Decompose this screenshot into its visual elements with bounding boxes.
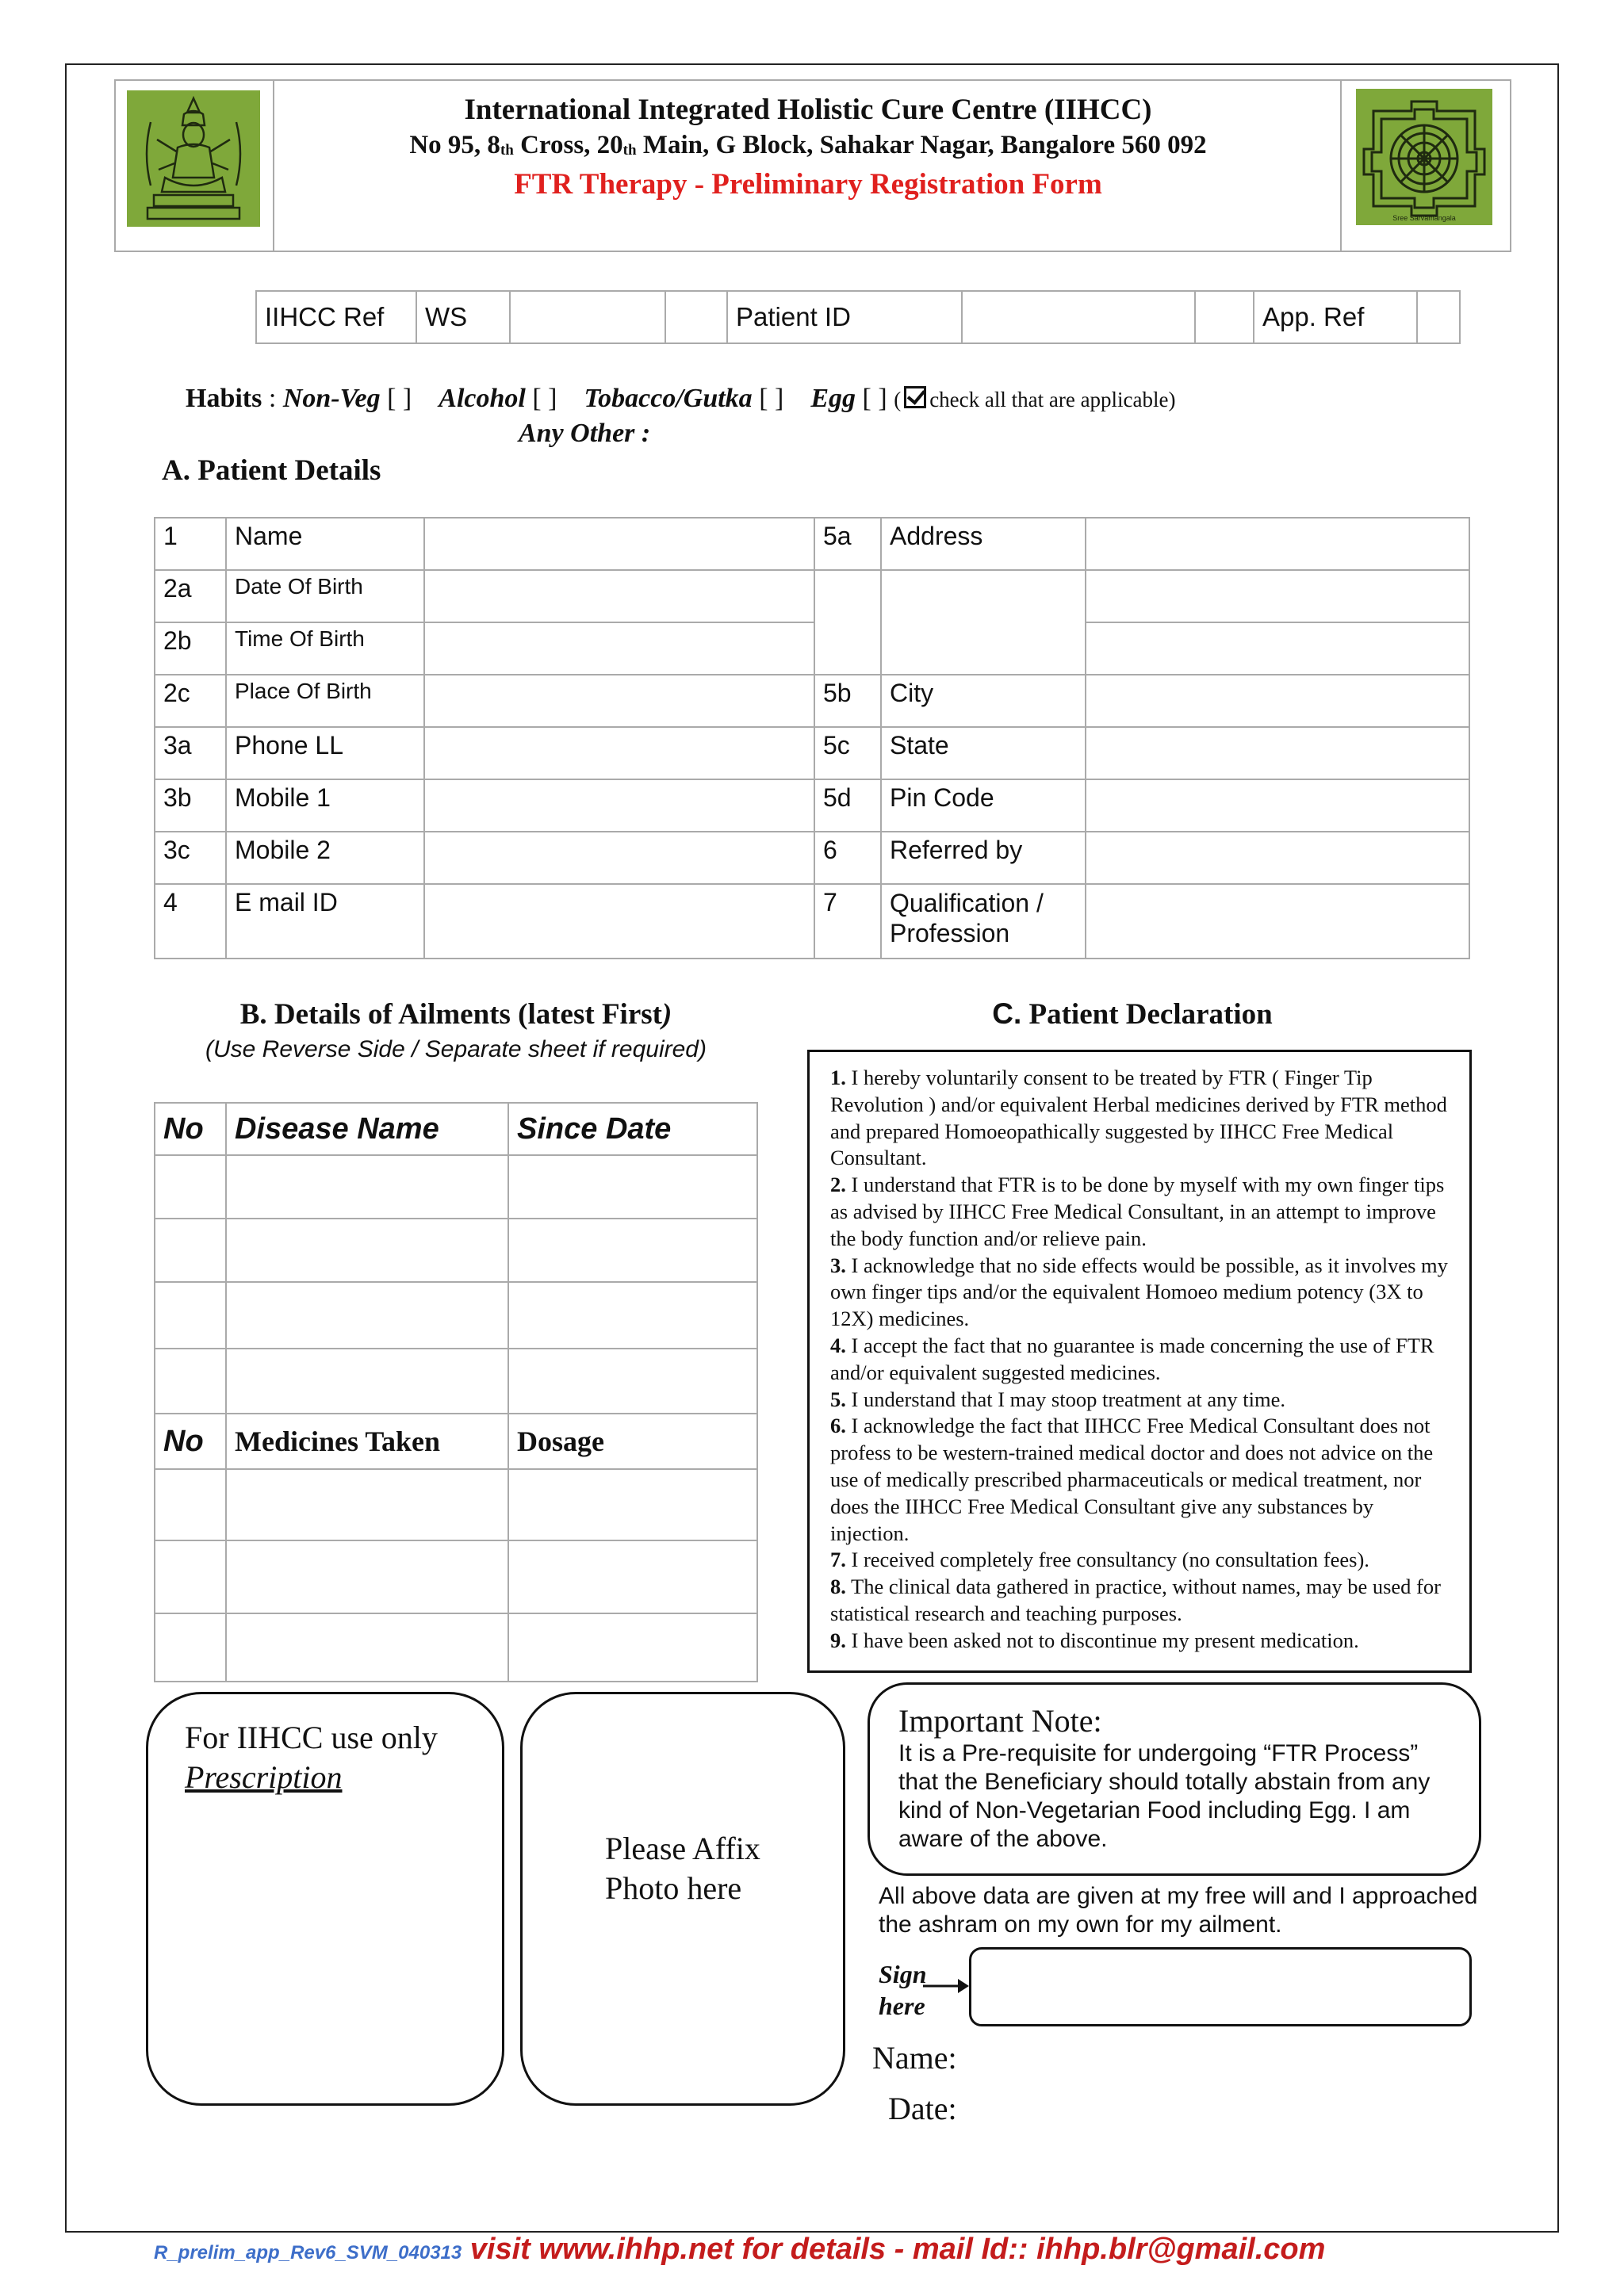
col-no: No [155, 1103, 226, 1155]
row-number: 3c [155, 832, 226, 884]
field-label: Place Of Birth [226, 675, 424, 727]
field-label: State [881, 727, 1086, 779]
row-number: 5a [814, 518, 881, 570]
address-part: Cross, 20 [513, 131, 623, 159]
section-c-title-text: Patient Declaration [1021, 998, 1273, 1031]
row-number: 7 [814, 884, 881, 959]
iihcc-use-text [185, 1718, 438, 1797]
declaration-item [830, 1413, 1454, 1547]
note-title: Important Note: [898, 1703, 1102, 1739]
reference-table [255, 290, 1461, 344]
any-other-label: Any Other : [519, 419, 651, 448]
ailment-cell[interactable] [155, 1219, 226, 1282]
patient-id-label: Patient ID [727, 291, 962, 343]
item-text: I accept the fact that no guarantee is made concerning the use of FTR and/or equivalent suggested medicines. [830, 1333, 1434, 1384]
yantra-logo [1356, 89, 1492, 225]
profession-label: Profession [890, 919, 1010, 947]
referred-by-input[interactable] [1086, 832, 1469, 884]
section-b-title-paren: ) [661, 998, 672, 1031]
declaration-item [830, 1387, 1454, 1414]
row-number: 6 [814, 832, 881, 884]
iihcc-use-box[interactable] [146, 1692, 504, 2106]
ailment-cell[interactable] [226, 1349, 508, 1414]
item-text: I have been asked not to discontinue my present medication. [845, 1628, 1359, 1652]
tob-input[interactable] [424, 622, 814, 675]
address-sup: th [500, 142, 514, 159]
row-number: 1 [155, 518, 226, 570]
photo-line-2: Photo here [605, 1870, 742, 1906]
item-text: I hereby voluntarily consent to be treated by FTR ( Finger Tip Revolution ) and/or equivalent Herbal medicines derived by FTR method and prepared Homoeopathically suggested by IIHCC Free Medical Consultant. [830, 1066, 1447, 1170]
section-b-title-text: B. Details of Ailments (latest First [239, 998, 662, 1031]
declaration-item [830, 1574, 1454, 1628]
medicine-cell[interactable] [155, 1540, 226, 1613]
signature-field[interactable] [969, 1947, 1472, 2026]
section-b-title [154, 997, 758, 1031]
col-no-2: No [155, 1414, 226, 1469]
item-number: 3. [830, 1253, 846, 1277]
habit-egg-label: Egg [810, 384, 856, 413]
pob-input[interactable] [424, 675, 814, 727]
section-b-heading [154, 997, 758, 1063]
medicine-cell[interactable] [226, 1540, 508, 1613]
field-label: Phone LL [226, 727, 424, 779]
col-disease-name: Disease Name [226, 1103, 508, 1155]
org-address [274, 128, 1342, 166]
app-ref-field[interactable] [1417, 291, 1460, 343]
medicine-cell[interactable] [155, 1469, 226, 1540]
item-number: 4. [830, 1333, 846, 1357]
item-number: 2. [830, 1173, 846, 1197]
footer-contact: visit www.ihhp.net for details - mail Id:: ihhp.blr@gmail.com [462, 2233, 1326, 2266]
item-number: 1. [830, 1066, 846, 1089]
deity-logo [127, 90, 260, 227]
declaration-item [830, 1253, 1454, 1333]
check-note: check all that are applicable) [929, 388, 1176, 411]
note-body: It is a Pre-requisite for undergoing “FTR Process” that the Beneficiary should totally abstain from any kind of Non-Vegetarian Food including Egg. I am aware of the above. [898, 1740, 1431, 1852]
declaration-item [830, 1172, 1454, 1252]
field-label: Referred by [881, 832, 1086, 884]
ailment-cell[interactable] [226, 1219, 508, 1282]
section-c-letter: C. [992, 997, 1022, 1030]
row-number: 4 [155, 884, 226, 959]
habit-nonveg-label: Non-Veg [282, 384, 381, 413]
section-c-title [807, 997, 1457, 1031]
declaration-box [807, 1050, 1472, 1673]
address-part: No 95, 8 [409, 131, 500, 159]
phone-input[interactable] [424, 727, 814, 779]
declaration-item [830, 1333, 1454, 1387]
email-input[interactable] [424, 884, 814, 959]
field-label: Pin Code [881, 779, 1086, 832]
patient-id-field[interactable] [962, 291, 1195, 343]
free-will-statement: All above data are given at my free will and I approached the ashram on my own for my ailment. [879, 1883, 1478, 1938]
row-number: 5c [814, 727, 881, 779]
habit-tobacco-box[interactable]: [ ] [759, 384, 784, 413]
ailments-table [154, 1102, 758, 1682]
item-text: I understand that I may stoop treatment at any time. [845, 1387, 1286, 1411]
iihcc-use-label: For IIHCC use only [185, 1720, 438, 1755]
medicine-cell[interactable] [155, 1613, 226, 1682]
deity-icon [127, 90, 260, 227]
header [114, 79, 1511, 252]
address-label-blank [881, 570, 1086, 675]
ailment-cell[interactable] [508, 1282, 757, 1349]
col-dosage: Dosage [508, 1414, 757, 1469]
item-number: 8. [830, 1575, 846, 1599]
address-number-blank [814, 570, 881, 675]
ailment-cell[interactable] [226, 1155, 508, 1219]
field-label: Mobile 2 [226, 832, 424, 884]
row-number: 3b [155, 779, 226, 832]
ailment-cell[interactable] [155, 1155, 226, 1219]
row-number: 5b [814, 675, 881, 727]
medicine-cell[interactable] [508, 1469, 757, 1540]
pincode-input[interactable] [1086, 779, 1469, 832]
app-ref-label: App. Ref [1254, 291, 1417, 343]
qualification-input[interactable] [1086, 884, 1469, 959]
field-label: Name [226, 518, 424, 570]
item-text: I acknowledge the fact that IIHCC Free Medical Consultant does not profess to be western-trained medical doctor and does not advice on the use of medically prescribed pharmaceuticals or medical treatment, nor does the IIHCC Free Medical Consultant give any substances by injection. [830, 1414, 1434, 1545]
arrow-right-icon [923, 1974, 971, 1998]
form-title: FTR Therapy - Preliminary Registration Form [514, 168, 1102, 201]
mobile1-input[interactable] [424, 779, 814, 832]
item-text: I understand that FTR is to be done by myself with my own finger tips as advised by IIHCC Free Medical Consultant, in an attempt to improve the body function and/or relieve pain. [830, 1173, 1445, 1250]
footer [154, 2233, 1325, 2267]
habit-alcohol-label: Alcohol [439, 384, 526, 413]
field-label [881, 884, 1086, 959]
header-text [274, 92, 1342, 204]
ailment-cell[interactable] [508, 1349, 757, 1414]
sign-here-label [879, 1958, 926, 2022]
field-label: Mobile 1 [226, 779, 424, 832]
habit-tobacco-label: Tobacco/Gutka [584, 384, 753, 413]
iihcc-ref-label: IIHCC Ref [256, 291, 416, 343]
ailment-cell[interactable] [226, 1282, 508, 1349]
item-text: I received completely free consultancy (no consultation fees). [845, 1548, 1369, 1572]
item-number: 7. [830, 1548, 846, 1572]
photo-text [605, 1829, 760, 1908]
form-code: R_prelim_app_Rev6_SVM_040313 [154, 2242, 462, 2263]
medicine-cell[interactable] [508, 1540, 757, 1613]
here-word: here [879, 1992, 925, 2020]
item-number: 5. [830, 1387, 846, 1411]
item-number: 6. [830, 1414, 846, 1438]
habit-nonveg-box[interactable]: [ ] [387, 384, 412, 413]
item-text: The clinical data gathered in practice, without names, may be used for statistical research and teaching purposes. [830, 1575, 1441, 1625]
address-part: Main, G Block, Sahakar Nagar, Bangalore 560 092 [636, 131, 1207, 159]
declaration-item [830, 1065, 1454, 1172]
ws-label: WS [416, 291, 510, 343]
patient-details-table [154, 517, 1470, 959]
address-input[interactable] [1086, 518, 1469, 570]
address-input-2[interactable] [1086, 570, 1469, 622]
medicine-cell[interactable] [508, 1613, 757, 1682]
habit-alcohol-box[interactable]: [ ] [532, 384, 557, 413]
row-number: 2b [155, 622, 226, 675]
date-label: Date: [888, 2091, 957, 2126]
address-sup: th [622, 142, 637, 159]
declaration-item [830, 1547, 1454, 1574]
yantra-icon [1356, 89, 1492, 225]
name-input[interactable] [424, 518, 814, 570]
field-label: Time Of Birth [226, 622, 424, 675]
row-number: 2a [155, 570, 226, 622]
right-logo-cell [1340, 81, 1510, 251]
section-b-subtitle: (Use Reverse Side / Separate sheet if required) [205, 1036, 707, 1062]
row-number: 5d [814, 779, 881, 832]
check-note-paren: ( [894, 388, 902, 411]
photo-box[interactable] [520, 1692, 845, 2106]
name-label: Name: [872, 2040, 957, 2076]
important-note-box [868, 1682, 1481, 1876]
habits-label: Habits [186, 384, 262, 413]
qualification-label: Qualification / [890, 889, 1044, 917]
ailment-cell[interactable] [155, 1349, 226, 1414]
col-medicines: Medicines Taken [226, 1414, 508, 1469]
prescription-label: Prescription [185, 1759, 343, 1795]
state-input[interactable] [1086, 727, 1469, 779]
item-text: I acknowledge that no side effects would be possible, as it involves my own finger tips and/or the equivalent Homoeo medium potency (3X to 12X) medicines. [830, 1253, 1448, 1331]
field-label: E mail ID [226, 884, 424, 959]
ailment-cell[interactable] [155, 1282, 226, 1349]
city-input[interactable] [1086, 675, 1469, 727]
mobile2-input[interactable] [424, 832, 814, 884]
section-a-title: A. Patient Details [162, 454, 381, 487]
habits-colon: : [262, 384, 283, 413]
dob-input[interactable] [424, 570, 814, 622]
ws-field-2[interactable] [665, 291, 727, 343]
declaration-item [830, 1628, 1454, 1655]
ailment-cell[interactable] [508, 1155, 757, 1219]
sign-word: Sign [879, 1960, 927, 1988]
patient-id-field-2[interactable] [1195, 291, 1254, 343]
habit-egg-box[interactable]: [ ] [862, 384, 887, 413]
medicine-cell[interactable] [226, 1469, 508, 1540]
photo-line-1: Please Affix [605, 1831, 760, 1866]
item-number: 9. [830, 1628, 846, 1652]
field-label: Date Of Birth [226, 570, 424, 622]
ailment-cell[interactable] [508, 1219, 757, 1282]
medicine-cell[interactable] [226, 1613, 508, 1682]
address-input-3[interactable] [1086, 622, 1469, 675]
left-logo-cell [116, 81, 274, 251]
ws-field[interactable] [510, 291, 665, 343]
org-title: International Integrated Holistic Cure Centre (IIHCC) [464, 94, 1152, 126]
logo-caption: Sree Sarvamangala [1392, 214, 1456, 222]
habits-row [186, 384, 1176, 414]
col-since-date: Since Date [508, 1103, 757, 1155]
field-label: Address [881, 518, 1086, 570]
row-number: 3a [155, 727, 226, 779]
field-label: City [881, 675, 1086, 727]
note-content [898, 1702, 1455, 1854]
checkbox-checked-icon [904, 386, 926, 408]
row-number: 2c [155, 675, 226, 727]
